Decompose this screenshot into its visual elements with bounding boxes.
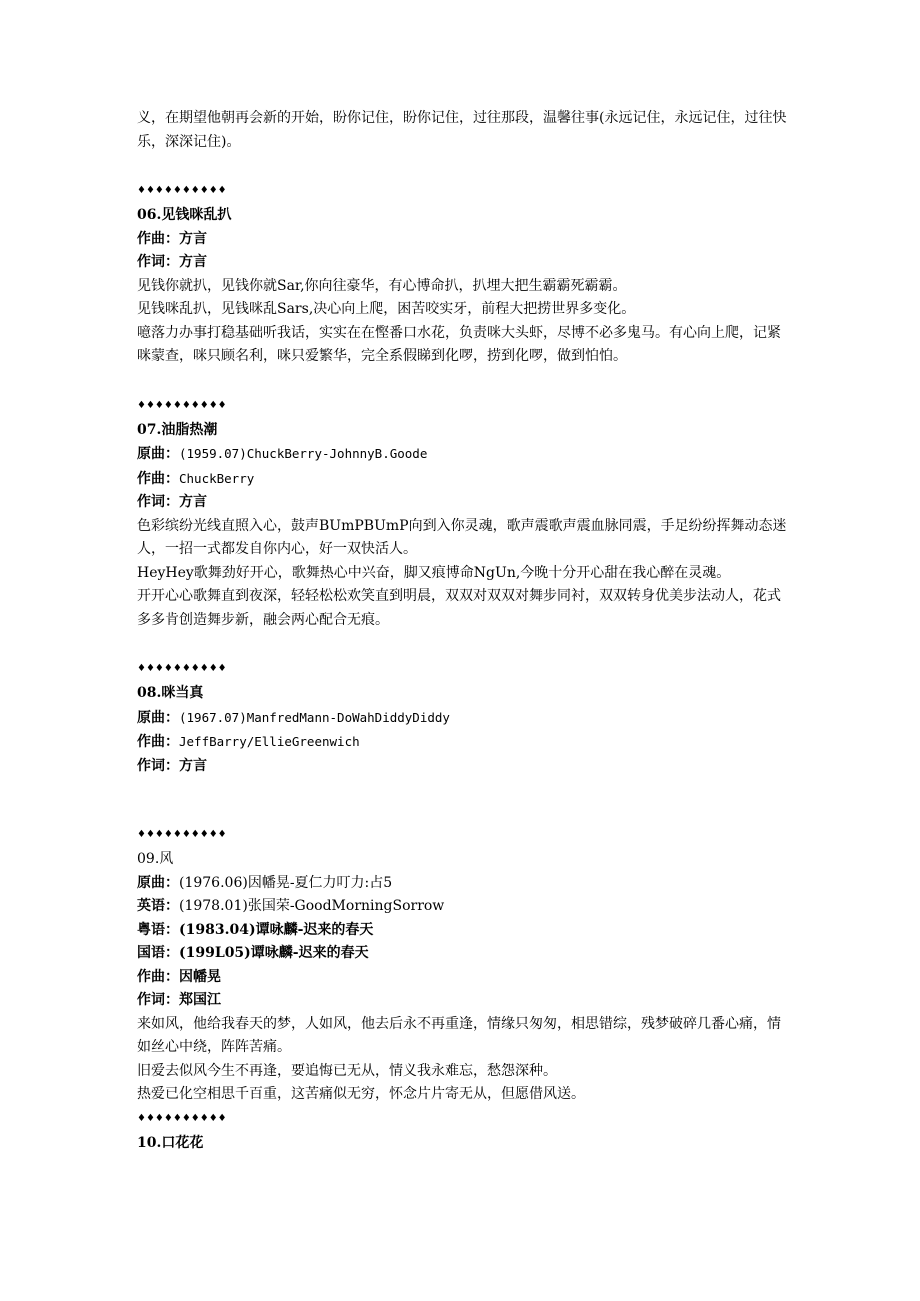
- section-separator: ♦♦♦♦♦♦♦♦♦♦: [137, 399, 227, 411]
- song-meta-line: [137, 442, 787, 467]
- song-title: 08.咪当真: [137, 685, 204, 701]
- song-meta-line: [137, 755, 787, 779]
- meta-label: 作曲：: [137, 734, 179, 750]
- lyric-paragraph: HeyHey歌舞劲好开心，歌舞热心中兴奋，脚又痕博命NgUn,今晚十分开心甜在我心醉在灵魂。: [137, 564, 731, 581]
- meta-value: 因幡晃: [179, 968, 221, 985]
- meta-value: (199L05)谭咏麟-迟来的春天: [179, 945, 369, 961]
- meta-value: (1978.01)张国荣-GoodMorningSorrow: [179, 898, 445, 914]
- meta-label: 作词：: [137, 992, 179, 1008]
- meta-label: 作词：: [137, 254, 179, 270]
- meta-label: 原曲：: [137, 874, 179, 891]
- meta-value: 方言: [179, 230, 207, 247]
- meta-value: (1959.07)ChuckBerry-JohnnyB.Goode: [179, 446, 428, 461]
- document-page: [137, 107, 787, 1155]
- song-meta-line: [137, 942, 787, 966]
- lyric-paragraph: 色彩缤纷光线直照入心，鼓声BUmPBUmP向到入你灵魂，歌声震歌声震血脉同震，手足纷纷挥舞动态迷人，一招一式都发自你内心，好一双快活人。: [137, 517, 787, 557]
- meta-value: 郑国江: [179, 992, 221, 1008]
- meta-value: JeffBarry/EllieGreenwich: [179, 734, 360, 749]
- lyric-paragraph: 开开心心歌舞直到夜深，轻轻松松欢笑直到明晨，双双对双双对舞步同衬，双双转身优美步法动人，花式多多肯创造舞步新，融会两心配合无痕。: [137, 588, 781, 628]
- song-title: 09.风: [137, 851, 174, 867]
- meta-label: 粤语：: [137, 921, 179, 938]
- meta-value: (1983.04)谭咏麟-迟来的春天: [179, 921, 374, 938]
- meta-label: 作曲：: [137, 470, 179, 487]
- meta-label: 国语：: [137, 945, 179, 961]
- song-meta-line: [137, 706, 787, 731]
- meta-label: 作词：: [137, 757, 179, 774]
- meta-label: 原曲：: [137, 446, 179, 462]
- section-separator: ♦♦♦♦♦♦♦♦♦♦: [137, 185, 227, 196]
- song-meta-line: [137, 989, 787, 1013]
- meta-label: 原曲：: [137, 709, 179, 726]
- lyric-paragraph: 噫落力办事打稳基础听我话，实实在在慳番口水花，负责咪大头虾，尽博不必多鬼马。有心向上爬，记紧咪蒙查，咪只顾名利，咪只爱繁华，完全系假睇到化啰，捞到化啰，做到怕怕。: [137, 324, 781, 364]
- meta-value: 方言: [179, 494, 207, 510]
- section-separator: ♦♦♦♦♦♦♦♦♦♦: [137, 1112, 227, 1124]
- song-meta-line: [137, 467, 787, 492]
- meta-value: 方言: [179, 757, 207, 774]
- lyric-paragraph: 旧爱去似风今生不再逢，要追悔已无从，情义我永难忘，愁怨深种。: [137, 1062, 557, 1079]
- song-meta-line: [137, 251, 787, 275]
- lyric-paragraph: 见钱咪乱扒，见钱咪乱Sars,决心向上爬，困苦咬实牙，前程大把捞世界多变化。: [137, 301, 636, 317]
- song-title: 07.油脂热潮: [137, 421, 218, 438]
- lyric-paragraph: 见钱你就扒，见钱你就Sar,你向往豪华，有心博命扒，扒埋大把生霸霸死霸霸。: [137, 277, 627, 294]
- song-meta-line: [137, 228, 787, 252]
- meta-label: 作曲：: [137, 968, 179, 985]
- meta-label: 作曲：: [137, 230, 179, 247]
- song-meta-line: [137, 491, 787, 515]
- song-title: 06.见钱咪乱扒: [137, 207, 232, 223]
- song-title: 10.口花花: [137, 1134, 204, 1151]
- intro-paragraph: 义，在期望他朝再会新的开始，盼你记住，盼你记住，过往那段，温馨往事(永远记住，永远记住，过往快乐，深深记住)。: [137, 110, 787, 150]
- section-separator: ♦♦♦♦♦♦♦♦♦♦: [137, 663, 227, 674]
- song-meta-line: [137, 966, 787, 990]
- song-meta-line: [137, 895, 787, 919]
- meta-value: (1976.06)因幡晃-夏仁力叮力:占5: [179, 874, 393, 891]
- song-meta-line: [137, 730, 787, 755]
- meta-label: 作词：: [137, 494, 179, 510]
- lyric-paragraph: 来如风，他给我春天的梦，人如风，他去后永不再重逢，情缘只匆匆，相思错综，残梦破碎几番心痛，情如丝心中绕，阵阵苦痛。: [137, 1015, 781, 1055]
- meta-value: (1967.07)ManfredMann-DoWahDiddyDiddy: [179, 709, 450, 725]
- lyric-paragraph: 热爱已化空相思千百重，这苦痛似无穷，怀念片片寄无从，但愿借风送。: [137, 1086, 585, 1102]
- song-meta-line: [137, 872, 787, 896]
- meta-label: 英语：: [137, 898, 179, 914]
- meta-value: 方言: [179, 254, 207, 270]
- section-separator: ♦♦♦♦♦♦♦♦♦♦: [137, 829, 227, 840]
- meta-value: ChuckBerry: [179, 470, 255, 486]
- song-meta-line: [137, 919, 787, 943]
